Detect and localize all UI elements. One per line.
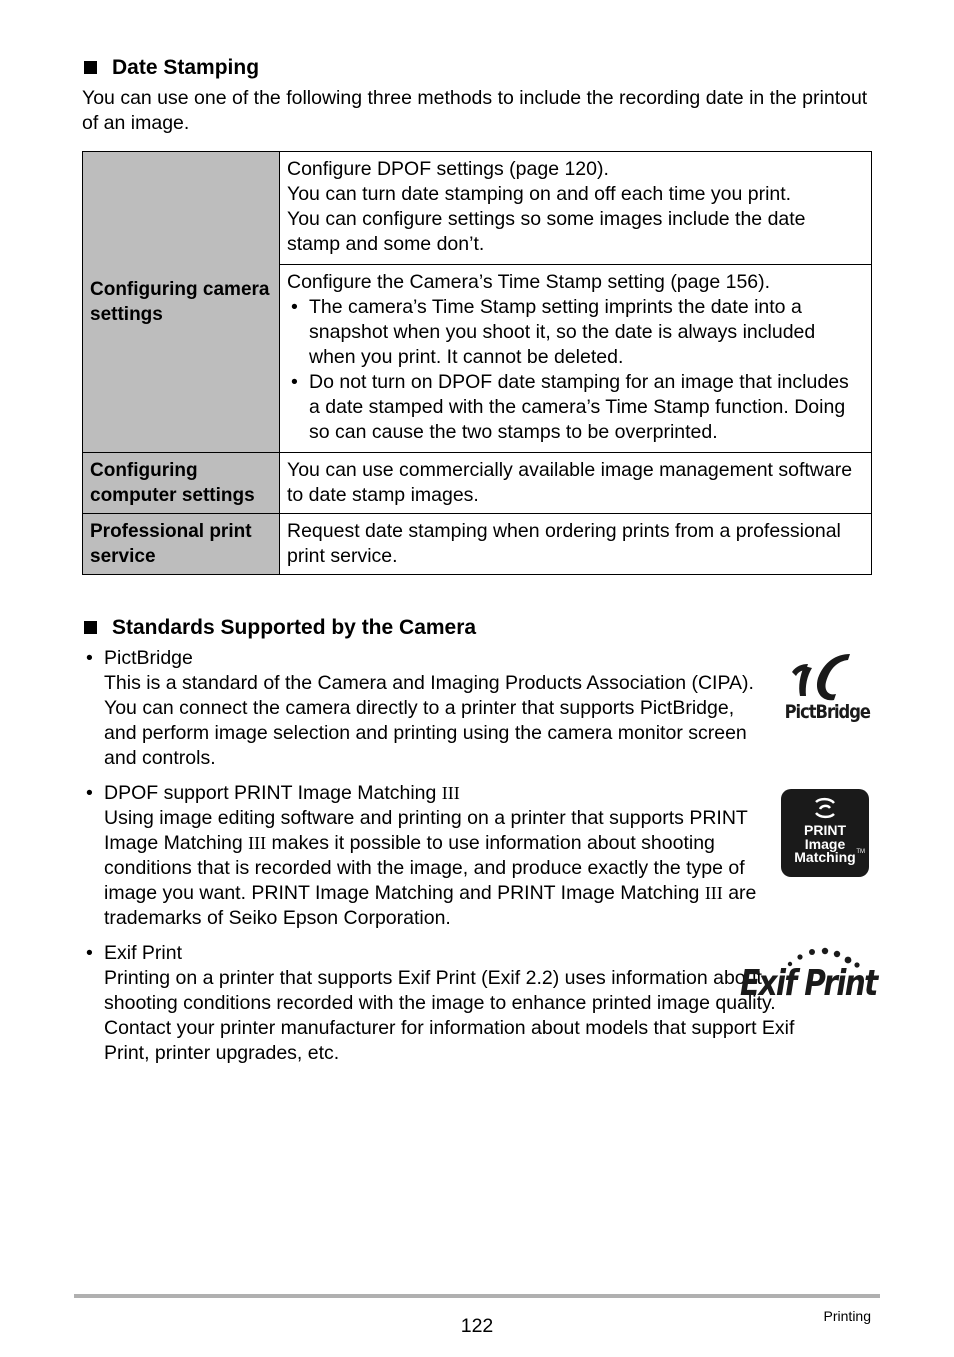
square-bullet-icon (84, 61, 97, 74)
table-row (83, 152, 872, 265)
logo-text: Exif Print (740, 963, 877, 1004)
bullet-icon: • (86, 782, 93, 804)
item-title: Exif Print (104, 942, 183, 964)
body-text: makes it possible to use information about shooting conditions that is recorded with the image, and produce exactly the type of image you want. PRINT Image Matching and PRINT Image Matching (104, 832, 745, 904)
intro-paragraph: You can use one of the following three methods to include the recording date in the printout of an image. (82, 87, 868, 134)
cell-line: You can configure settings so some images include the date stamp and some don’t. (287, 208, 806, 255)
heading-text: Standards Supported by the Camera (112, 616, 477, 639)
trademark-mark: TM (856, 849, 865, 855)
row-label: Configuring computer settings (83, 453, 280, 514)
exif-print-logo-icon (738, 946, 877, 1008)
roman-numeral: III (441, 783, 460, 803)
item-body: This is a standard of the Camera and Imaging Products Association (CIPA). You can connect the camera directly to a printer that supports PictBridge, and perform image selection and printing using the camera monitor screen and controls. (104, 672, 754, 769)
standard-item-print-image-matching (82, 781, 772, 931)
item-title (104, 781, 772, 806)
square-bullet-icon (84, 621, 97, 634)
roman-numeral: III (704, 883, 723, 903)
item-body: Printing on a printer that supports Exif Print (Exif 2.2) uses information about shooting conditions recorded with the image to enhance printed image quality. Contact your printer manufacturer for information about models that support Exif Print, printer upgrades, etc. (104, 967, 795, 1064)
logo-line: Matching (794, 849, 856, 865)
footer-rule (74, 1294, 880, 1298)
table-row (83, 453, 872, 514)
bullet-list (287, 295, 864, 445)
page-number: 122 (460, 1315, 494, 1337)
item-body (104, 806, 772, 931)
cell-line: Configure the Camera’s Time Stamp setting (page 156). (287, 271, 771, 293)
body-text: Using image editing software and printing on a printer that supports PRINT Image Matching (104, 807, 748, 854)
item-title: PictBridge (104, 647, 193, 669)
section-heading-standards (84, 617, 476, 638)
title-text: DPOF support PRINT Image Matching (104, 782, 437, 804)
list-item: • The camera’s Time Stamp setting imprints the date into a snapshot when you shoot it, so the date is always included when you print. It cannot be deleted. (287, 295, 864, 370)
logo-text: PictBridge (784, 701, 870, 723)
table-cell: Request date stamping when ordering prints from a professional print service. (280, 514, 872, 575)
footer-section-name: Printing (823, 1308, 871, 1324)
bullet-icon: • (86, 647, 93, 669)
logo-line: Image (804, 835, 846, 852)
table-cell: You can use commercially available image management software to date stamp images. (280, 453, 872, 514)
standard-item-pictbridge (82, 646, 762, 771)
print-image-matching-logo-icon (781, 789, 869, 877)
section-heading-date-stamping (84, 57, 259, 78)
logo-line: PRINT (804, 822, 846, 838)
table-cell (280, 265, 872, 453)
list-item: • Do not turn on DPOF date stamping for an image that includes a date stamped with the camera’s Time Stamp function. Doing so can cause the two stamps to be overprinted. (287, 370, 864, 445)
row-label: Professional print service (83, 514, 280, 575)
heading-text: Date Stamping (112, 56, 260, 79)
row-label: Configuring camera settings (83, 152, 280, 453)
bullet-icon: • (86, 942, 93, 964)
table-cell (280, 152, 872, 265)
body-text: are trademarks of Seiko Epson Corporation. (104, 882, 757, 929)
pictbridge-logo-icon (778, 652, 872, 730)
date-stamping-table (82, 151, 872, 575)
standard-item-exif-print (82, 941, 802, 1066)
table-row (83, 514, 872, 575)
cell-line: Configure DPOF settings (page 120). (287, 158, 609, 180)
roman-numeral: III (248, 833, 267, 853)
cell-line: You can turn date stamping on and off each time you print. (287, 183, 792, 205)
